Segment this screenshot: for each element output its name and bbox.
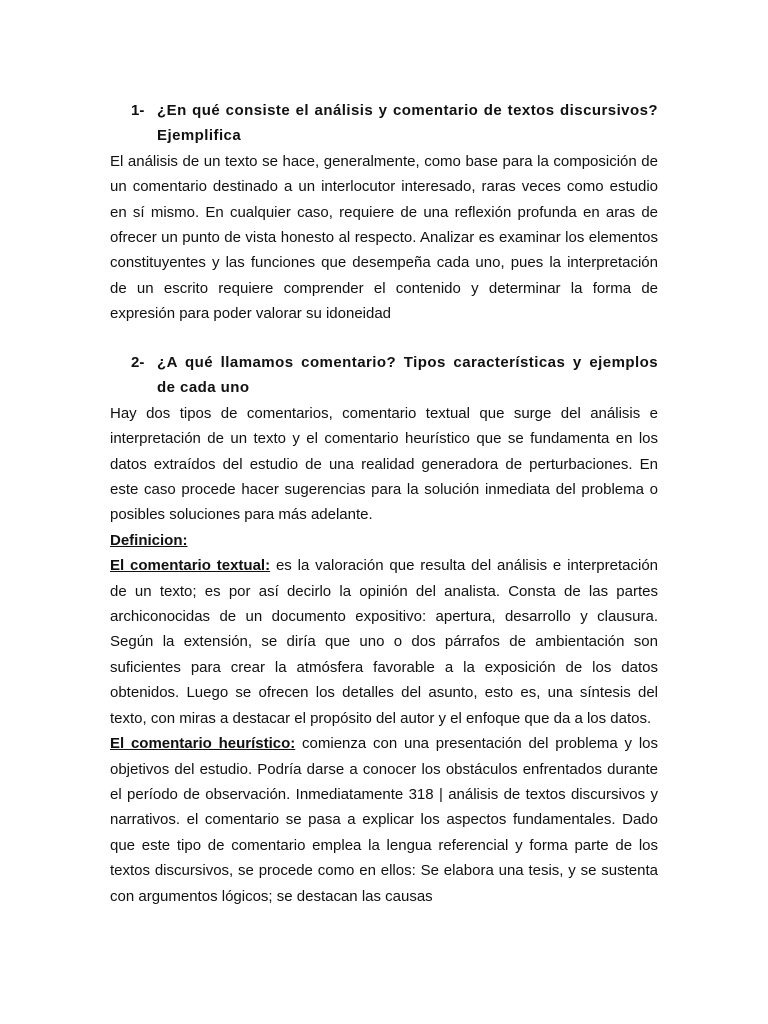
section-1: [110, 98, 658, 327]
section-1-heading-text: ¿En qué consiste el análisis y comentario de textos discursivos? Ejemplifica: [157, 102, 658, 145]
section-2-heading: [131, 350, 658, 401]
textual-comment-term: El comentario textual:: [110, 557, 271, 575]
section-1-heading: [131, 98, 658, 149]
heuristic-comment-body: comienza con una presentación del problema y los objetivos del estudio. Podría darse a conocer los obstáculos enfrentados durante el período de observación. Inmediatamente 318 | análisis de textos discursivos y narrativos. el comentario se pasa a explicar los aspectos fundamentales. Dado que este tipo de comentario emplea la lengua referencial y forma parte de los textos discursivos, se procede como en ellos: Se elabora una tesis, y se sustenta con argumentos lógicos; se destacan las causas: [110, 735, 658, 905]
section-1-number: 1-: [131, 102, 145, 119]
heuristic-comment-paragraph: [110, 731, 658, 909]
section-2-body: Hay dos tipos de comentarios, comentario textual que surge del análisis e interpretación de un texto y el comentario heurístico que se fundamenta en los datos extraídos del estudio de una realidad generadora de perturbaciones. En este caso procede hacer sugerencias para la solución inmediata del problema o posibles soluciones para más adelante.: [110, 404, 658, 524]
heuristic-comment-term: El comentario heurístico:: [110, 735, 296, 753]
section-2-heading-text: ¿A qué llamamos comentario? Tipos características y ejemplos de cada uno: [157, 354, 658, 397]
definition-title: Definicion:: [110, 531, 188, 549]
section-2: [110, 350, 658, 909]
textual-comment-paragraph: [110, 553, 658, 731]
textual-comment-body: es la valoración que resulta del análisis e interpretación de un texto; es por así decirlo la opinión del analista. Consta de las partes archiconocidas de un documento expositivo: apertura, desarrollo y clausura. Según la extensión, se diría que uno o dos párrafos de ambientación son suficientes para crear la atmósfera favorable a la exposición de los datos obtenidos. Luego se ofrecen los detalles del asunto, esto es, una síntesis del texto, con miras a destacar el propósito del autor y el enfoque que da a los datos.: [110, 557, 659, 727]
section-2-number: 2-: [131, 354, 145, 371]
section-1-body: El análisis de un texto se hace, generalmente, como base para la composición de un comentario destinado a un interlocutor interesado, raras veces como estudio en sí mismo. En cualquier caso, requiere de una reflexión profunda en aras de ofrecer un punto de vista honesto al respecto. Analizar es examinar los elementos constituyentes y las funciones que desempeña cada uno, pues la interpretación de un escrito requiere comprender el contenido y determinar la forma de expresión para poder valorar su idoneidad: [110, 152, 658, 323]
